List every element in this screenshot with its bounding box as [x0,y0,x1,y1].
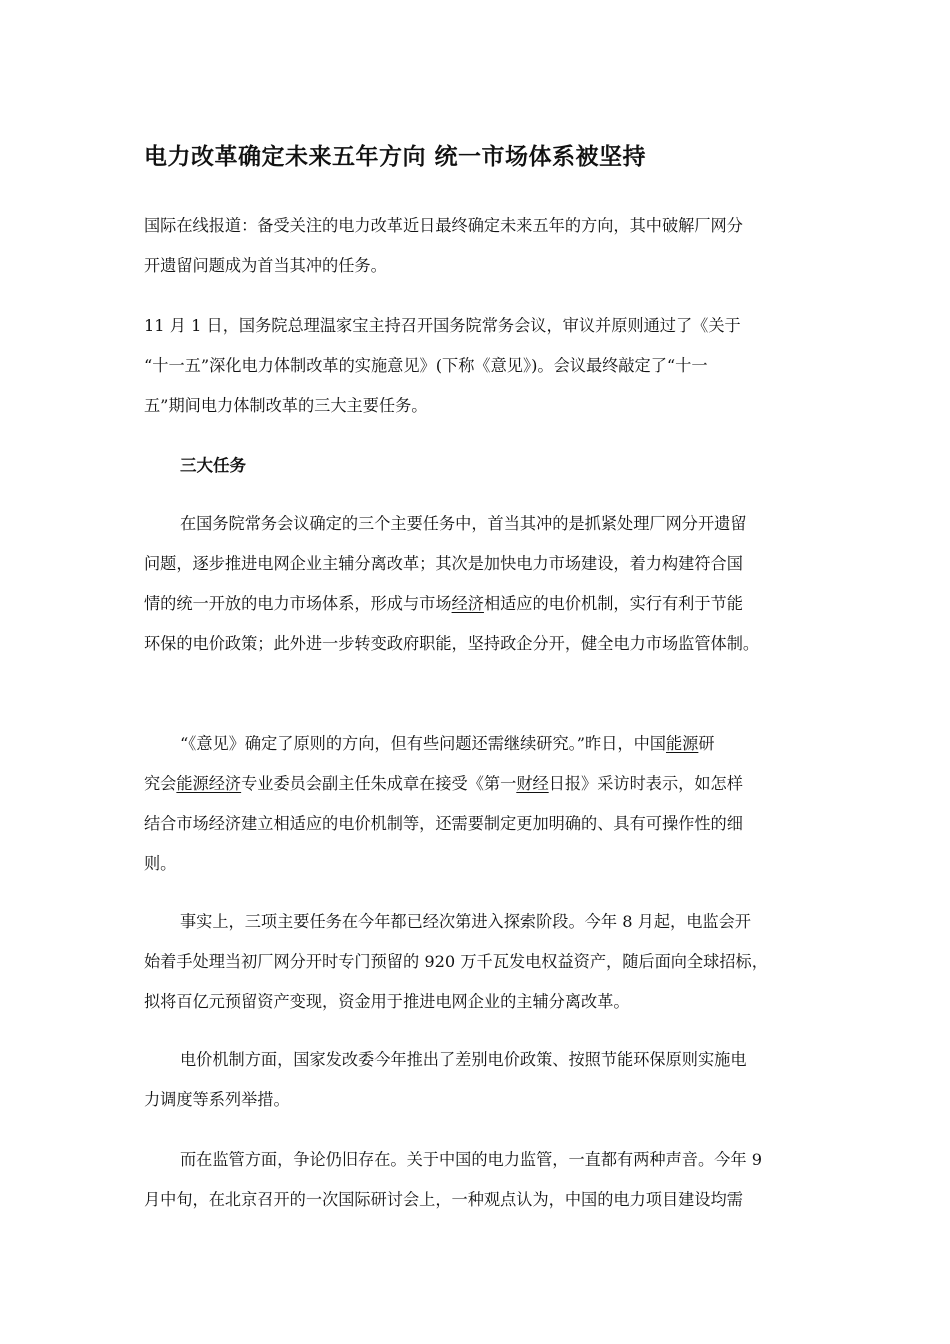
text-line [144,584,806,624]
paragraph-three-tasks [144,504,806,664]
text-line: 月中旬，在北京召开的一次国际研讨会上，一种观点认为，中国的电力项目建设均需 [144,1190,743,1209]
paragraph-meeting [144,306,806,426]
text-line: 事实上，三项主要任务在今年都已经次第进入探索阶段。今年 8 月起，电监会开 [180,912,751,931]
text-line [144,764,806,804]
text-segment: “《意见》确定了原则的方向，但有些问题还需继续研究。”昨日，中国 [180,734,666,753]
text-segment: 情的统一开放的电力市场体系，形成与市场 [144,594,452,613]
text-segment: 究会 [144,774,177,793]
paragraph-pricing [144,1040,806,1120]
paragraph-intro [144,206,806,286]
text-line: 结合市场经济建立相适应的电价机制等，还需要制定更加明确的、具有可操作性的细 [144,814,743,833]
text-line: 11 月 1 日，国务院总理温家宝主持召开国务院常务会议，审议并原则通过了《关于 [144,316,741,335]
text-line: 而在监管方面，争论仍旧存在。关于中国的电力监管，一直都有两种声音。今年 9 [180,1150,763,1169]
text-line: 电价机制方面，国家发改委今年推出了差别电价政策、按照节能环保原则实施电 [180,1050,747,1069]
paragraph-regulation [144,1140,806,1220]
text-line: 开遗留问题成为首当其冲的任务。 [144,256,387,275]
text-line: 五”期间电力体制改革的三大主要任务。 [144,396,428,415]
text-line: 问题，逐步推进电网企业主辅分离改革；其次是加快电力市场建设，着力构建符合国 [144,554,743,573]
text-line: 拟将百亿元预留资产变现，资金用于推进电网企业的主辅分离改革。 [144,992,630,1011]
text-line: 环保的电价政策；此外进一步转变政府职能，坚持政企分开，健全电力市场监管体制。 [144,634,760,653]
article-title: 电力改革确定未来五年方向 统一市场体系被坚持 [144,144,647,170]
link-energy[interactable]: 能源 [665,734,699,753]
link-finance[interactable]: 财经 [516,774,549,793]
text-segment: 专业委员会副主任朱成章在接受《第一 [241,774,517,793]
text-line: 力调度等系列举措。 [144,1090,290,1109]
text-line: 始着手处理当初厂网分开时专门预留的 920 万千瓦发电权益资产，随后面向全球招标， [144,952,768,971]
paragraph-progress [144,902,806,1022]
text-segment: 日报》采访时表示，如怎样 [548,774,743,793]
paragraph-opinion [144,724,806,884]
text-segment: 研 [698,734,715,753]
text-line: 则。 [144,854,177,873]
section-heading: 三大任务 [180,456,246,475]
text-line [144,724,806,764]
text-line: 在国务院常务会议确定的三个主要任务中，首当其冲的是抓紧处理厂网分开遗留 [180,514,747,533]
text-segment: 相适应的电价机制，实行有利于节能 [483,594,743,613]
link-economy[interactable]: 经济 [451,594,484,613]
link-energy-economy[interactable]: 能源经济 [176,774,242,793]
text-line: “十一五”深化电力体制改革的实施意见》(下称《意见》)。会议最终敲定了“十一 [144,356,708,375]
text-line: 国际在线报道：备受关注的电力改革近日最终确定未来五年的方向，其中破解厂网分 [144,216,743,235]
